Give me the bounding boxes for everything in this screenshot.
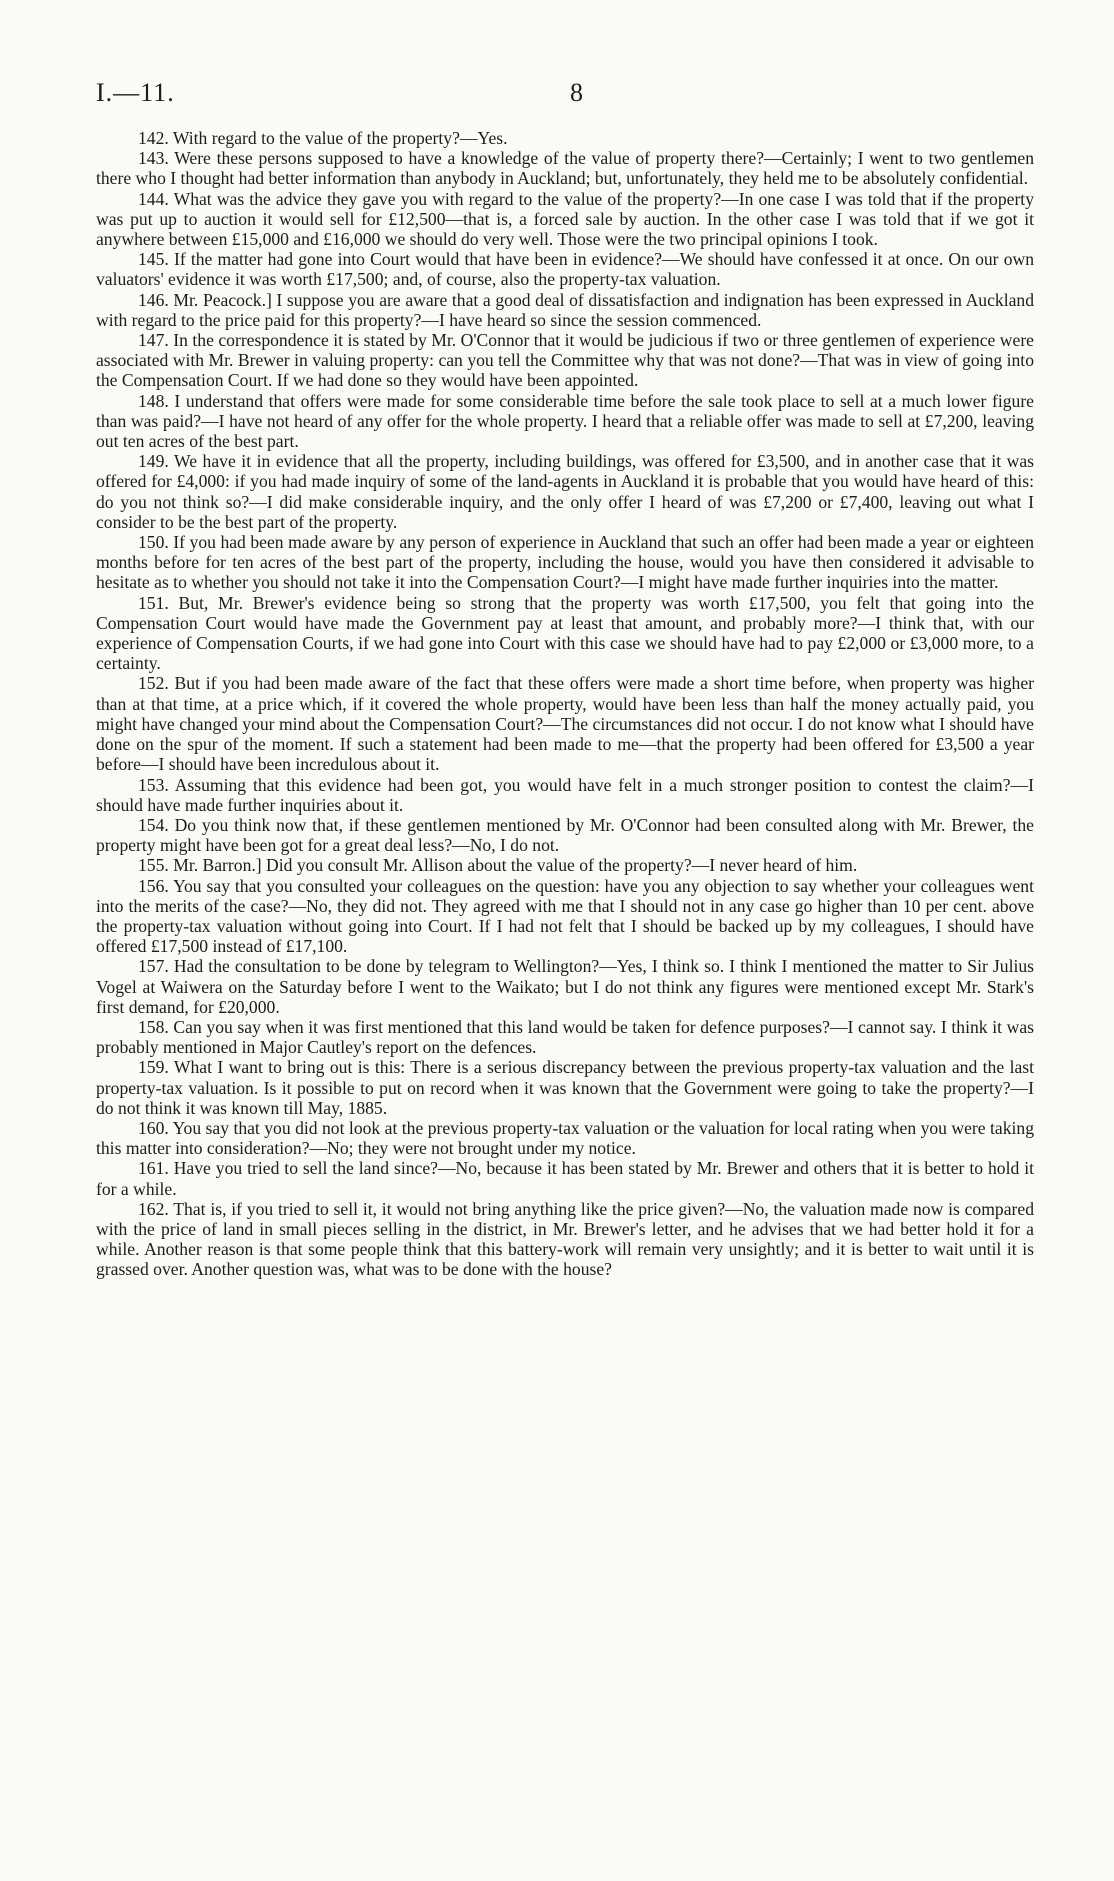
paragraph-146: 146. Mr. Peacock.] I suppose you are aware that a good deal of dissatisfaction and indignation has been expressed in Auckland with regard to the price paid for this property?—I have heard so since the session commenced.: [96, 289, 1034, 330]
paragraph-153: 153. Assuming that this evidence had been got, you would have felt in a much stronger position to contest the claim?—I should have made further inquiries about it.: [96, 774, 1034, 815]
paragraph-156: 156. You say that you consulted your colleagues on the question: have you any objection to say whether your colleagues went into the merits of the case?—No, they did not. They agreed with me that I should not in any case go higher than 10 per cent. above the property-tax valuation without going into Court. If I had not felt that I should be backed up by my colleagues, I should have offered £17,500 instead of £17,100.: [96, 875, 1034, 957]
paragraph-152: 152. But if you had been made aware of the fact that these offers were made a short time before, when property was higher than at that time, at a price which, if it covered the whole property, would have been less than half the money actually paid, you might have changed your mind about the Compensation Court?—The circumstances did not occur. I do not know what I should have done on the spur of the moment. If such a statement had been made to me—that the property had been offered for £3,500 a year before—I should have been incredulous about it.: [96, 673, 1034, 775]
paragraph-162: 162. That is, if you tried to sell it, it would not bring anything like the price given?—No, the valuation made now is compared with the price of land in small pieces selling in the district, in Mr. Brewer's letter, and he advises that we had better hold it for a while. Another reason is that some people think that this battery-work will remain very unsightly; and it is better to wait until it is grassed over. Another question was, what was to be done with the house?: [96, 1198, 1034, 1280]
paragraph-149: 149. We have it in evidence that all the property, including buildings, was offered for £3,500, and in another case that it was offered for £4,000: if you had made inquiry of some of the land-agents in Auckland it is probable that you would have heard of this: do you not think so?—I did make considerable inquiry, and the only offer I heard of was £7,200 or £7,400, leaving out what I consider to be the best part of the property.: [96, 451, 1034, 532]
paragraph-148: 148. I understand that offers were made for some considerable time before the sale took place to sell at a much lower figure than was paid?—I have not heard of any offer for the whole property. I heard that a reliable offer was made to sell at £7,200, leaving out ten acres of the best part.: [96, 390, 1034, 452]
paragraph-144: 144. What was the advice they gave you with regard to the value of the property?—In one case I was told that if the property was put up to auction it would sell for £12,500—that is, a forced sale by auction. In the other case I was told that if we got it anywhere between £15,000 and £16,000 we should do very well. Those were the two principal opinions I took.: [96, 188, 1034, 250]
paragraph-161: 161. Have you tried to sell the land since?—No, because it has been stated by Mr. Brewer and others that it is better to hold it for a while.: [96, 1158, 1034, 1199]
document-reference: I.—11.: [96, 78, 175, 107]
page-header: [96, 78, 1036, 112]
paragraph-142: 142. With regard to the value of the property?—Yes.: [138, 128, 508, 148]
paragraph-157: 157. Had the consultation to be done by telegram to Wellington?—Yes, I think so. I think I mentioned the matter to Sir Julius Vogel at Waiwera on the Saturday before I went to the Waikato; but I do not think any figures were mentioned except Mr. Stark's first demand, for £20,000.: [96, 956, 1034, 1017]
testimony-body: [96, 128, 1034, 1280]
paragraph-158: 158. Can you say when it was first mentioned that this land would be taken for defence purposes?—I cannot say. I think it was probably mentioned in Major Cautley's report on the defences.: [96, 1016, 1034, 1058]
paragraph-143: 143. Were these persons supposed to have a knowledge of the value of property there?—Certainly; I went to two gentlemen there who I thought had better information than anybody in Auckland; but, unfortunately, they held me to be absolutely confidential.: [96, 148, 1034, 189]
paragraph-151: 151. But, Mr. Brewer's evidence being so strong that the property was worth £17,500, you felt that going into the Compensation Court would have made the Government pay at least that amount, and probably more?—I think that, with our experience of Compensation Courts, if we had gone into Court with this case we should have had to pay £2,000 or £3,000 more, to a certainty.: [96, 592, 1034, 674]
paragraph-150: 150. If you had been made aware by any person of experience in Auckland that such an offer had been made a year or eighteen months before for ten acres of the best part of the property, including the house, would you have then considered it advisable to hesitate as to whether you should not take it into the Compensation Court?—I might have made further inquiries into the matter.: [96, 532, 1034, 593]
page-number: 8: [570, 78, 583, 107]
paragraph-155: 155. Mr. Barron.] Did you consult Mr. Allison about the value of the property?—I never heard of him.: [138, 855, 858, 876]
paragraph-145: 145. If the matter had gone into Court would that have been in evidence?—We should have confessed it at once. On our own valuators' evidence it was worth £17,500; and, of course, also the property-tax valuation.: [96, 249, 1034, 290]
paragraph-154: 154. Do you think now that, if these gentlemen mentioned by Mr. O'Connor had been consulted along with Mr. Brewer, the property might have been got for a great deal less?—No, I do not.: [96, 814, 1034, 856]
paragraph-160: 160. You say that you did not look at the previous property-tax valuation or the valuation for local rating when you were taking this matter into consideration?—No; they were not brought under my notice.: [96, 1117, 1034, 1159]
paragraph-159: 159. What I want to bring out is this: There is a serious discrepancy between the previous property-tax valuation and the last property-tax valuation. Is it possible to put on record when it was known that the Government were going to take the property?—I do not think it was known till May, 1885.: [96, 1057, 1034, 1118]
paragraph-147: 147. In the correspondence it is stated by Mr. O'Connor that it would be judicious if two or three gentlemen of experience were associated with Mr. Brewer in valuing property: can you tell the Committee why that was not done?—That was in view of going into the Compensation Court. If we had done so they would have been appointed.: [96, 330, 1034, 391]
